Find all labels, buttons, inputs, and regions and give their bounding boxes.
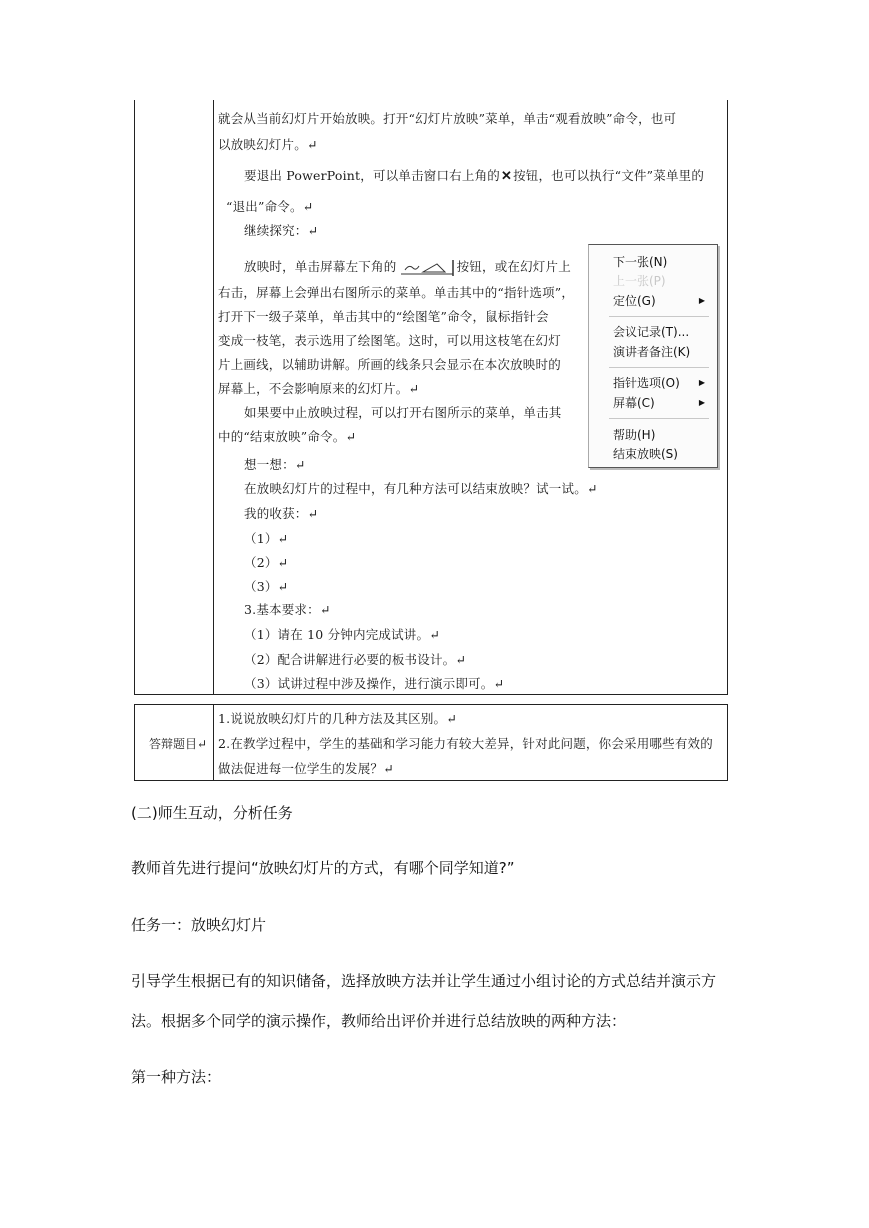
scan-line (244, 258, 571, 276)
menu-item-label: 定位(G) (613, 294, 656, 308)
guide-paragraph-line: 法。根据多个同学的演示操作，教师给出评价并进行总结放映的两种方法： (131, 1012, 627, 1030)
menu-item-label: 下一张(N) (613, 255, 668, 269)
scan-line (244, 167, 704, 186)
scan-line: 打开下一级子菜单，单击其中的“绘图笔”命令，鼠标指针会 (218, 309, 549, 324)
close-icon: ✕ (500, 169, 513, 184)
scan-line: （3）试讲过程中涉及操作，进行演示即可。↵ (244, 676, 505, 691)
scan-line: （2）配合讲解进行必要的板书设计。↵ (244, 652, 467, 667)
scan-line: （1）请在 10 分钟内完成试讲。↵ (244, 627, 440, 642)
menu-item-label: 指针选项(O) (613, 376, 680, 390)
defense-question: 1.说说放映幻灯片的几种方法及其区别。↵ (218, 711, 457, 726)
menu-item-screen (613, 394, 709, 412)
scan-line: （1）↵ (244, 531, 289, 546)
menu-separator (609, 316, 709, 317)
scan-line-part: 要退出 PowerPoint，可以单击窗口右上角的 (244, 168, 500, 183)
menu-item-label: 上一张(P) (613, 274, 666, 288)
menu-item-meeting-minder (613, 323, 709, 341)
pen-button-icon (401, 260, 457, 276)
menu-item-speaker-notes (613, 343, 709, 361)
scan-line: 如果要中止放映过程，可以打开右图所示的菜单，单击其 (244, 405, 562, 420)
defense-question: 做法促进每一位学生的发展？↵ (218, 761, 394, 776)
menu-item-label: 屏幕(C) (613, 396, 655, 410)
menu-item-help (613, 426, 709, 444)
scan-line: 就会从当前幻灯片开始放映。打开“幻灯片放映”菜单，单击“观看放映”命令，也可 (218, 111, 677, 126)
menu-item-end-show (613, 445, 709, 463)
scan-line: 以放映幻灯片。↵ (218, 137, 318, 152)
teacher-question: 教师首先进行提问“放映幻灯片的方式，有哪个同学知道?” (131, 859, 515, 877)
scan-line: 片上画线，以辅助讲解。所画的线条只会显示在本次放映时的 (218, 357, 561, 372)
table-left-column (135, 100, 214, 694)
slideshow-context-menu (588, 244, 718, 468)
submenu-arrow-icon: ▶ (698, 296, 705, 305)
section-heading: (二)师生互动，分析任务 (131, 804, 293, 822)
defense-label: 答辩题目↵ (149, 737, 208, 751)
menu-item-label: 会议记录(T)... (613, 325, 690, 339)
scan-line-part: 按钮，也可以执行“文件”菜单里的 (513, 168, 705, 183)
defense-label-cell (135, 705, 214, 780)
menu-item-label: 结束放映(S) (613, 447, 678, 461)
defense-question: 2.在教学过程中，学生的基础和学习能力有较大差异，针对此问题，你会采用哪些有效的 (218, 736, 713, 751)
menu-item-label: 演讲者备注(K) (613, 345, 691, 359)
scan-line: 中的“结束放映”命令。↵ (218, 429, 357, 444)
submenu-arrow-icon: ▶ (698, 378, 705, 387)
scan-line: 在放映幻灯片的过程中，有几种方法可以结束放映？试一试。↵ (244, 481, 598, 496)
menu-item-label: 帮助(H) (613, 428, 656, 442)
scan-line: 继续探究：↵ (244, 223, 319, 238)
scan-line: 想一想：↵ (244, 457, 306, 472)
menu-separator (609, 418, 709, 419)
scan-line: 3.基本要求：↵ (244, 602, 331, 617)
scan-line: （2）↵ (244, 555, 289, 570)
method-one-heading: 第一种方法： (131, 1068, 222, 1086)
scan-line: 右击，屏幕上会弹出右图所示的菜单。单击其中的“指针选项”， (218, 285, 575, 300)
submenu-arrow-icon: ▶ (698, 398, 705, 407)
menu-item-previous (613, 272, 709, 290)
menu-item-goto (613, 292, 709, 310)
scan-line-part: 按钮，或在幻灯片上 (456, 259, 571, 274)
scan-line: “退出”命令。↵ (226, 199, 314, 214)
scan-line: 屏幕上，不会影响原来的幻灯片。↵ (218, 381, 420, 396)
menu-item-next (613, 253, 709, 271)
guide-paragraph-line: 引导学生根据已有的知识储备，选择放映方法并让学生通过小组讨论的方式总结并演示方 (131, 972, 717, 990)
scan-line-part: 放映时，单击屏幕左下角的 (244, 259, 397, 274)
scan-line: 我的收获：↵ (244, 506, 319, 521)
scan-line: 变成一枝笔，表示选用了绘图笔。这时，可以用这枝笔在幻灯 (218, 333, 561, 348)
scan-line: （3）↵ (244, 579, 289, 594)
menu-item-pointer-options (613, 374, 709, 392)
task-one-heading: 任务一：放映幻灯片 (131, 916, 267, 934)
menu-separator (609, 367, 709, 368)
